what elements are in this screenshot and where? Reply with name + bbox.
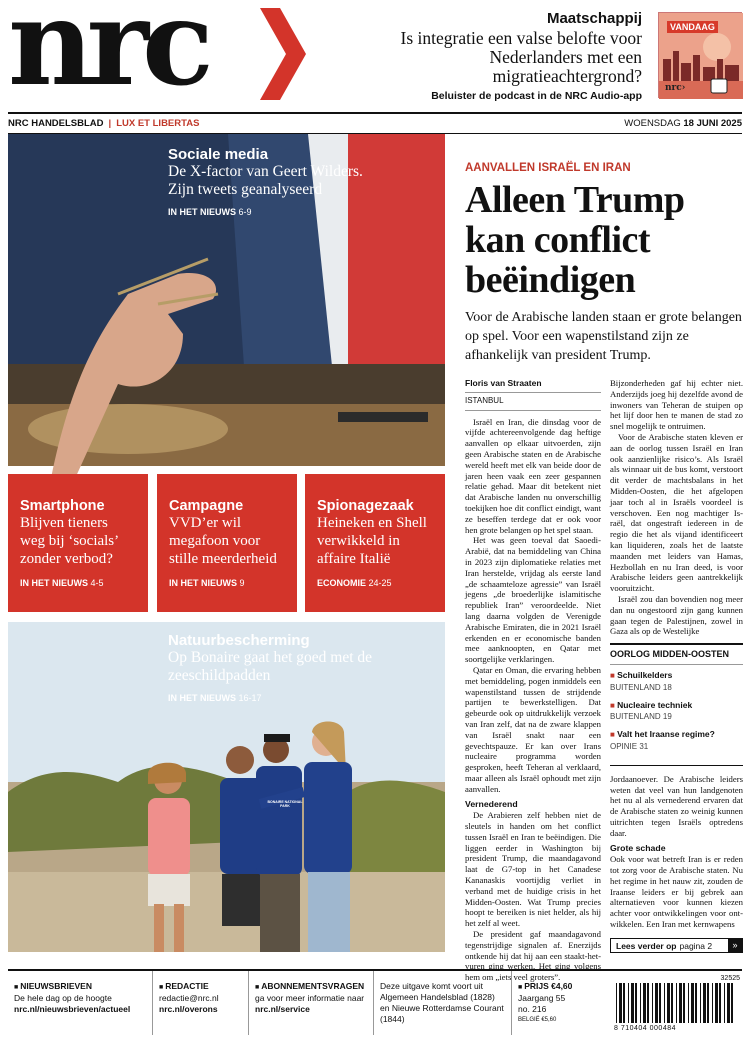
paragraph: De Arabieren zelf hebben niet de sleutels in handen om het conflict tussen Israël en Iran te beëindigen. Die liggen eerder in Washington bij president Trump, die maandagavond laat de G7-top in het Canadese Kananaskis voortijdig verliet in verband met de huidige crisis in het Midden-Oosten. Wat Trump precies hoopt te bereiken is niet helder, als hij het zelf al weet. xyxy=(465,810,601,929)
barcode-bar xyxy=(703,983,706,1023)
issue-day: 18 JUNI 2025 xyxy=(683,118,742,129)
paper-motto: LUX ET LIBERTAS xyxy=(116,118,200,129)
photo1-title: Sociale media xyxy=(168,146,269,163)
barcode-bar xyxy=(688,983,689,1023)
barcode-bar xyxy=(616,983,617,1023)
barcode-bar xyxy=(695,983,697,1023)
barcode-top-number: 32525 xyxy=(720,975,740,982)
sidebox-item[interactable] xyxy=(610,670,743,694)
photo-natuurbescherming[interactable] xyxy=(8,622,445,952)
teaser-category: Maatschappij xyxy=(546,10,642,27)
box-body: VVD’er wil megafoon voor stille meerderheid xyxy=(169,515,277,567)
masthead xyxy=(0,0,750,112)
sidebox-item[interactable] xyxy=(610,729,743,753)
logo-chevron-icon xyxy=(258,8,308,100)
podcast-teaser[interactable] xyxy=(342,10,642,102)
barcode-bar xyxy=(631,983,634,1023)
sidebox-item-name: ■ Schuilkelders xyxy=(610,670,743,682)
photo1-ref xyxy=(168,207,378,217)
oorlog-sidebox xyxy=(610,643,743,766)
footer-volume: Jaargang 55 xyxy=(518,993,566,1003)
sidebox-item-page: OPINIE 31 xyxy=(610,741,649,751)
footer-abo-link[interactable]: nrc.nl/service xyxy=(255,1004,310,1014)
paragraph: Voor de Arabische staten kleven er aan de oorlog tussen Israël en Iran ook aanzienlijke risico’s. Als Israël als winnaar uit de bus komt, verstoort dit verder de machtsbalans in het Midden-Oosten, die het afgelopen jaar toch al in Israëls voordeel is verschoven. Een nog machtiger Israël, dat ongestraft iedereen in de regio die het als vijand identificeert kan liquideren, zoals het de laatste maanden met leiders van Hamas, Hezbollah en nu Iran deed, is voor Arabische leiders geen aantrekkelijk vooruitzicht. xyxy=(610,431,743,594)
barcode-bar xyxy=(691,983,694,1023)
barcode-bar xyxy=(715,983,718,1023)
teaser-sub: Beluister de podcast in de NRC Audio-app xyxy=(431,90,642,102)
barcode-number: 8 710404 000484 xyxy=(614,1025,676,1032)
barcode-bar xyxy=(727,983,730,1023)
box-body: Blijven tieners weg bij ‘socials’ zonder verbod? xyxy=(20,515,119,567)
barcode-bar xyxy=(640,983,641,1023)
lead-column-2 xyxy=(610,378,743,934)
barcode-bar xyxy=(628,983,629,1023)
barcode-bar xyxy=(707,983,709,1023)
teaser-box-smartphone[interactable] xyxy=(8,474,148,612)
footer-redactie-email[interactable]: redactie@nrc.nl xyxy=(159,993,219,1003)
box-ref xyxy=(169,578,245,588)
lead-place: ISTANBUL xyxy=(465,393,601,411)
barcode-bar xyxy=(643,983,646,1023)
barcode-bar xyxy=(679,983,682,1023)
issue-weekday: WOENSDAG xyxy=(624,118,681,129)
footer-abo-text: ga voor meer informatie naar xyxy=(255,993,365,1003)
lead-intro: Voor de Arabische landen staan er grote belangen op spel. Voor een wapenstilstand zijn ze afhankelijk van president Trump. xyxy=(465,310,742,363)
barcode-bar xyxy=(659,983,661,1023)
read-more-page: pagina 2 xyxy=(679,940,713,951)
barcode-bar xyxy=(619,983,622,1023)
photo1-ref-label: IN HET NIEUWS xyxy=(168,207,237,217)
lead-author: Floris van Straaten xyxy=(465,378,601,393)
footer-redactie-heading: ■ REDACTIE xyxy=(159,981,242,993)
photo2-caption xyxy=(168,632,388,703)
photo2-ref-label: IN HET NIEUWS xyxy=(168,693,237,703)
lead-kicker: AANVALLEN ISRAËL EN IRAN xyxy=(465,162,631,174)
footer-newsletters-link[interactable]: nrc.nl/nieuwsbrieven/actueel xyxy=(14,1004,131,1014)
barcode-bar xyxy=(731,983,733,1023)
box-ref-pages: 4-5 xyxy=(90,578,104,588)
footer-belgie-price: BELGIË €5,60 xyxy=(518,1017,557,1023)
dateline xyxy=(8,112,742,134)
box-title: Campagne xyxy=(169,498,244,514)
footer-edition-text: Deze uitgave komt voort uit Algemeen Handelsblad (1828) en Nieuwe Rotterdamse Courant (1844) xyxy=(380,981,504,1024)
paragraph: De president gaf maandagavond tegenstrijdige signalen af. Enerzijds ontkende hij dat hij aan een staakt-het-vuren ging werken. Het ging volgens hem om „iets veel groters”. xyxy=(465,929,601,983)
photo1-caption xyxy=(168,146,378,217)
sidebox-heading: OORLOG MIDDEN-OOSTEN xyxy=(610,649,743,665)
barcode-bar xyxy=(683,983,685,1023)
read-more-link[interactable] xyxy=(610,938,743,953)
vandaag-brand: nrc› xyxy=(665,83,686,93)
box-ref-label: ECONOMIE xyxy=(317,578,367,588)
shirt-logo: BONAIRE NATIONAL PARK xyxy=(267,800,303,808)
photo2-ref xyxy=(168,693,388,703)
paragraph: Qatar en Oman, die ervaring hebben met bemiddeling, pogen inmiddels een wapenstilstand tussen de strijdende partijen te bewerkstelligen. Dat gebeurde ook op uitdrukkelijk verzoek van Iran zelf, dat na de zware klappen van Israël snakt naar een gevechtspauze. Er kan over Irans nucleaire programma worden gesproken, heeft Teheran al verklaard, maar alleen als Israël ophoudt met zijn aanvallen. xyxy=(465,664,601,794)
box-ref xyxy=(20,578,104,588)
footer-newsletters-text: De hele dag op de hoogte xyxy=(14,993,112,1003)
sidebox-item-page: BUITENLAND 19 xyxy=(610,712,672,722)
barcode xyxy=(614,975,740,1033)
subheading-vernederend: Vernederend xyxy=(465,799,518,810)
photo2-ref-pages: 16-17 xyxy=(238,693,262,703)
box-ref-pages: 24-25 xyxy=(368,578,392,588)
paragraph: Bijzonderheden gaf hij echter niet. Anderzijds joeg hij dezelfde avond de inwoners van Teheran de stuipen op het lijf door hen te manen de stad zo snel mogelijk te ontruimen. xyxy=(610,378,743,432)
barcode-bar xyxy=(664,983,665,1023)
barcode-bar xyxy=(712,983,713,1023)
sidebox-item[interactable] xyxy=(610,700,743,724)
footer-price-heading: ■ PRIJS €4,60 xyxy=(518,981,590,993)
footer-issue: no. 216 xyxy=(518,1004,547,1014)
footer-price xyxy=(512,971,596,1035)
teaser-headline: Is integratie een valse belofte voor Nederlanders met een migratieachtergrond? xyxy=(400,28,642,86)
vandaag-tag: VANDAAG xyxy=(667,21,718,33)
box-body: Heineken en Shell verwikkeld in affaire Italië xyxy=(317,515,427,567)
footer-abo-heading: ■ ABONNEMENTSVRAGEN xyxy=(255,981,367,993)
barcode-bar xyxy=(724,983,725,1023)
paragraph: Israël en Iran, die dinsdag voor de vijfde achtereenvolgende dag heftige aanvallen op elkaar uitvoerden, zijn geen Arabische staten en de Arabische wereld heeft met elk van beide door de jaren heen vaak een zeer gespannen relatie gehad. Maar dit betekent niet dat Arabische landen nu onverschillig toekijken hoe dit conflict eindigt, want ze beseffen terdege dat er ook voor hen grote belangen op het spel staan. xyxy=(465,416,601,535)
footer-newsletters xyxy=(8,971,153,1035)
barcode-bar xyxy=(635,983,637,1023)
barcode-bar xyxy=(671,983,673,1023)
sidebox-item-name: ■ Nucleaire techniek xyxy=(610,700,743,712)
vandaag-podcast-tile[interactable] xyxy=(658,12,742,98)
box-ref-label: IN HET NIEUWS xyxy=(169,578,238,588)
lead-headline[interactable]: Alleen Trump kan conflict beëindigen xyxy=(465,179,685,301)
photo2-title: Natuurbescherming xyxy=(168,632,310,649)
dateline-separator: | xyxy=(108,118,112,129)
footer-edition xyxy=(374,971,512,1035)
footer-redactie xyxy=(153,971,249,1035)
photo-sociale-media[interactable] xyxy=(8,134,445,466)
box-ref-pages: 9 xyxy=(239,578,245,588)
barcode-bar xyxy=(719,983,721,1023)
photo2-body: Op Bonaire gaat het goed met de zeeschildpadden xyxy=(168,649,373,684)
paragraph: Israël zou dan bovendien nog meer dan nu ongestoord zijn gang kunnen gaan tegen de Palestijnen, zowel in Gaza als op de Westelijke xyxy=(610,593,743,637)
teaser-boxes xyxy=(8,474,445,612)
barcode-bar xyxy=(655,983,658,1023)
footer-abonnement xyxy=(249,971,374,1035)
box-ref-label: IN HET NIEUWS xyxy=(20,578,89,588)
sidebox-item-page: BUITENLAND 18 xyxy=(610,682,672,692)
paper-name: NRC HANDELSBLAD xyxy=(8,118,104,129)
teaser-box-campagne[interactable] xyxy=(157,474,297,612)
barcode-bar xyxy=(667,983,670,1023)
footer-newsletters-heading: ■ NIEUWSBRIEVEN xyxy=(14,981,146,993)
paragraph: Ook voor wat betreft Iran is er reden tot zorg voor de Arabische staten. Nu het regime in het nauw zit, zouden de Iraanse leiders er bij gebrek aan alternatieven voor kunnen kiezen achter voor ontwikkelingen voor ontwikkelen. Een Iran met kernwapens xyxy=(610,854,743,930)
paragraph: Jordaanoever. De Arabische leiders weten dat veel van hun landgenoten het nu al als vernederend ervaren dat de Arabische staten zo weinig kunnen uitrichten tegen Israëls optredens daar. xyxy=(610,773,743,838)
nrc-logo[interactable]: nrc xyxy=(8,0,207,112)
photo1-ref-pages: 6-9 xyxy=(238,207,252,217)
box-title: Spionagezaak xyxy=(317,498,414,514)
photo1-body: De X-factor van Geert Wilders. Zijn tweets geanalyseerd xyxy=(168,163,363,198)
box-ref xyxy=(317,578,392,588)
lead-column-1 xyxy=(465,378,601,983)
issue-date xyxy=(624,118,742,129)
teaser-box-spionagezaak[interactable] xyxy=(305,474,445,612)
barcode-bar xyxy=(700,983,701,1023)
barcode-bars xyxy=(614,983,740,1029)
subheading-grote-schade: Grote schade xyxy=(610,843,666,854)
footer-redactie-link[interactable]: nrc.nl/overons xyxy=(159,1004,218,1014)
read-more-label: Lees verder op xyxy=(616,940,677,951)
sidebox-item-name: ■ Valt het Iraanse regime? xyxy=(610,729,743,741)
barcode-bar xyxy=(647,983,649,1023)
double-arrow-icon: » xyxy=(728,939,742,952)
barcode-bar xyxy=(676,983,677,1023)
paragraph: Het was geen toeval dat Saoedi-Arabië, dat na bemiddeling van China in 2023 zijn diplomatieke relaties met Iran herstelde, vrijdag als eerste land „de schaamteloze agressie” van Israël jegens „de broederlijke islamitische republiek Iran” veroordeelde. Niet lang daarna volgden de Verenigde Arabische Emiraten, die in 2021 Israël erkenden en er economische banden mee aanknoopten, en Qatar met soortgelijke verklaringen. xyxy=(465,535,601,665)
barcode-bar xyxy=(623,983,625,1023)
box-title: Smartphone xyxy=(20,498,105,514)
barcode-bar xyxy=(652,983,653,1023)
